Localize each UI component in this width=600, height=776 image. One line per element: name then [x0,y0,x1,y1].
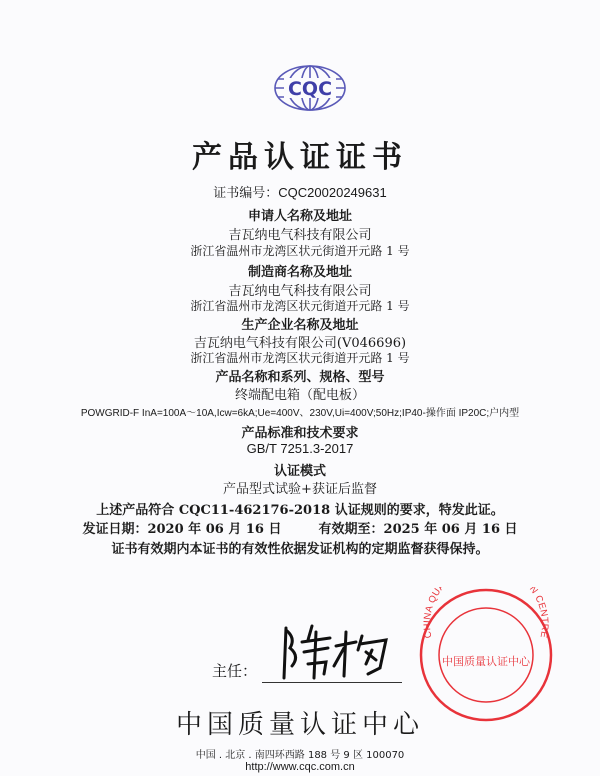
expiry-date: 有效期至：2025 年 06 月 16 日 [318,522,518,537]
manufacturer-name: 吉瓦纳电气科技有限公司 [228,284,372,299]
factory-address: 浙江省温州市龙湾区状元街道开元路 1 号 [190,351,410,365]
factory-heading: 生产企业名称及地址 [241,318,359,333]
seal-outer-text: CHINA QU N CENTRE [421,587,551,640]
standard-heading: 产品标准和技术要求 [241,426,359,441]
factory-name: 吉瓦纳电气科技有限公司(V046696) [193,336,407,351]
product-spec: POWGRID-F InA=100A～10A,Icw=6kA;Ue=400V、230V,Ui=400V;50Hz;IP40-操作面 IP20C;户内型 [80,408,520,419]
product-name: 终端配电箱（配电板） [234,388,366,403]
issuing-organization: 中国质量认证中心 [175,710,425,740]
validity-note: 证书有效期内本证书的有效性依据发证机构的定期监督获得保持。 [111,542,489,557]
certificate-number: 证书编号：CQC20020249631 [213,185,387,200]
applicant-name: 吉瓦纳电气科技有限公司 [228,228,372,243]
organization-address: 中国 . 北京 . 南四环西路 188 号 9 区 100070 [195,750,405,761]
cqc-logo [272,62,348,118]
applicant-address: 浙江省温州市龙湾区状元街道开元路 1 号 [190,244,410,258]
organization-url[interactable]: http://www.cqc.com.cn [245,761,355,773]
page-title: 产品认证证书 [192,140,408,175]
dates-row [82,518,517,537]
manufacturer-address: 浙江省温州市龙湾区状元街道开元路 1 号 [190,299,410,313]
applicant-heading: 申请人名称及地址 [247,209,353,224]
standard-value: GB/T 7251.3-2017 [246,441,354,456]
cqc-seal [418,587,554,727]
mode-heading: 认证模式 [273,464,327,479]
director-signature [268,618,398,688]
manufacturer-heading: 制造商名称及地址 [247,265,353,280]
issue-date: 发证日期：2020 年 06 月 16 日 [82,522,282,537]
director-label: 主任： [212,662,258,680]
mode-value: 产品型式试验+获证后监督 [223,482,377,497]
compliance-statement: 上述产品符合 CQC11-462176-2018 认证规则的要求，特发此证。 [96,503,504,518]
seal-inner-text: 中国质量认证中心 [442,655,530,668]
signature-line [262,682,402,683]
product-heading: 产品名称和系列、规格、型号 [215,370,385,385]
svg-text:CHINA QUALITY CERTIFICATION CE [422,587,550,639]
logo-text: CQC [287,78,333,100]
